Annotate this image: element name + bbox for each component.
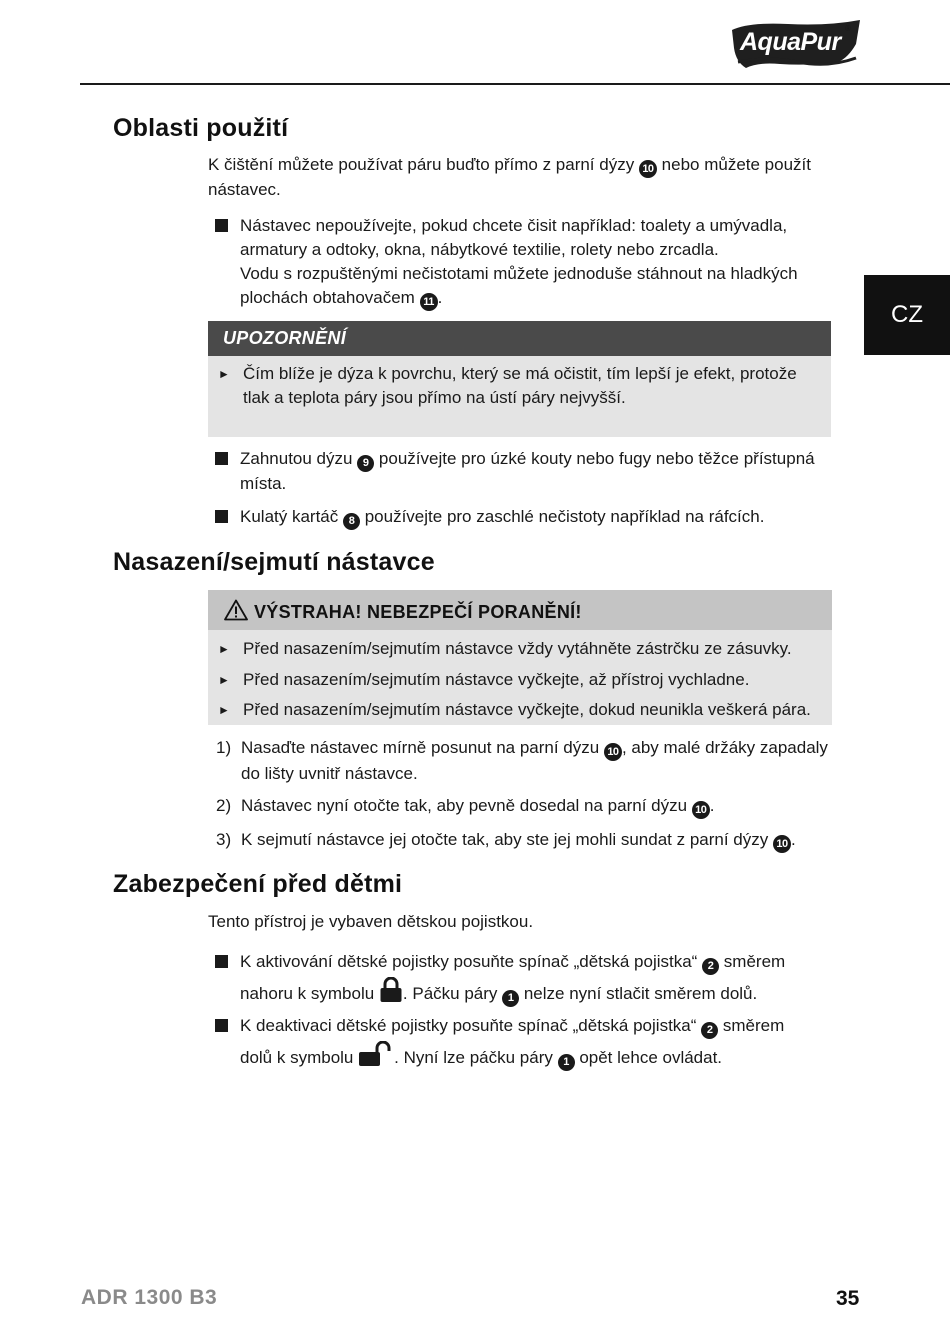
usage-intro-text-b: nebo můžete použít nástavec. — [208, 155, 811, 199]
bullet-text-a: K deaktivaci dětské pojistky posuňte spínač „dětská pojistka“ — [240, 1016, 702, 1035]
black-square-icon — [215, 452, 228, 465]
warning-title: VÝSTRAHA! NEBEZPEČÍ PORANĚNÍ! — [254, 602, 582, 622]
header-rule — [80, 83, 950, 85]
bullet-text-b: používejte pro úzké kouty nebo fugy nebo těžce přístupná místa. — [240, 449, 815, 493]
bullet-text-c: dolů k symbolu — [240, 1048, 359, 1067]
bullet-curved-nozzle — [208, 447, 838, 496]
padlock-closed-icon — [379, 977, 403, 1003]
bullet-line: Vodu s rozpuštěnými nečistotami můžete jednoduše stáhnout na hladkých — [240, 264, 798, 283]
step-2 — [208, 793, 838, 819]
bullet-text — [240, 447, 838, 496]
part-number-badge: 10 — [773, 835, 791, 853]
step-text-a: K sejmutí nástavce jej otočte tak, aby ste jej mohli sundat z parní dýzy — [241, 830, 773, 849]
aquapur-logo — [728, 18, 864, 72]
part-number-badge: 10 — [604, 743, 622, 761]
bullet-text-a: K aktivování dětské pojistky posuňte spínač „dětská pojistka“ — [240, 952, 703, 971]
bullet-text — [240, 1011, 838, 1073]
warning-text: Před nasazením/sejmutím nástavce vždy vytáhněte zástrčku ze zásuvky. — [243, 639, 792, 658]
step-text-b: . — [790, 830, 796, 849]
part-number-badge: 8 — [343, 513, 360, 530]
bullet-text — [240, 505, 838, 530]
notice-text: Čím blíže je dýza k povrchu, který se má očistit, tím lepší je efekt, protože tlak a teplota páry jsou přímo na ústí páry nejvyšší. — [243, 364, 797, 407]
bullet-text — [240, 214, 838, 311]
bullet-line: Nástavec nepoužívejte, pokud chcete čisit například: toalety a umývadla, — [240, 216, 788, 235]
bullet-text-a: Kulatý kartáč — [240, 507, 343, 526]
language-tab: CZ — [864, 275, 950, 355]
warning-item — [218, 637, 818, 661]
bullet-no-attachment — [208, 214, 838, 311]
bullet-text-e: nelze nyní stlačit směrem dolů. — [519, 984, 758, 1003]
bullet-text — [240, 947, 838, 1009]
bullet-text-b: směrem — [719, 952, 786, 971]
black-square-icon — [215, 1019, 228, 1032]
part-number-badge: 1 — [502, 990, 519, 1007]
logo-text: AquaPur — [740, 28, 841, 56]
step-text — [241, 793, 838, 819]
section-title-attach: Nasazení/sejmutí nástavce — [113, 548, 435, 576]
part-number-badge: 2 — [701, 1022, 718, 1039]
logo-registered-mark: ® — [845, 24, 851, 33]
child-lock-intro: Tento přístroj je vybaven dětskou pojistkou. — [208, 912, 534, 931]
bullet-text-e: opět lehce ovládat. — [574, 1048, 723, 1067]
part-number-badge: 10 — [639, 160, 657, 178]
bullet-text-b: směrem — [718, 1016, 785, 1035]
bullet-line: armatury a odtoky, okna, nábytkové textilie, rolety nebo zrcadla. — [240, 240, 719, 259]
triangle-right-icon: ► — [218, 703, 230, 717]
bullet-text-d: . Páčku páry — [402, 984, 503, 1003]
bullet-end: . — [437, 288, 443, 307]
part-number-badge: 11 — [420, 293, 438, 311]
black-square-icon — [215, 510, 228, 523]
triangle-right-icon: ► — [218, 367, 230, 381]
black-square-icon — [215, 219, 228, 232]
section-title-usage: Oblasti použití — [113, 114, 289, 142]
step-text-a: Nasaďte nástavec mírně posunut na parní dýzu — [241, 738, 604, 757]
bullet-text-a: Zahnutou dýzu — [240, 449, 358, 468]
part-number-badge: 9 — [357, 455, 374, 472]
warning-text: Před nasazením/sejmutím nástavce vyčkejte, až přístroj vychladne. — [243, 670, 750, 689]
bullet-text-b: používejte pro zaschlé nečistoty například na ráfcích. — [360, 507, 765, 526]
triangle-right-icon: ► — [218, 642, 230, 656]
notice-title: UPOZORNĚNÍ — [208, 321, 831, 356]
notice-item — [218, 362, 818, 410]
part-number-badge: 2 — [702, 958, 719, 975]
usage-intro — [208, 153, 838, 202]
step-text — [241, 735, 838, 786]
warning-triangle-icon — [224, 599, 248, 621]
step-text-a: Nástavec nyní otočte tak, aby pevně dosedal na parní dýzu — [241, 796, 692, 815]
bullet-line: plochách obtahovačem — [240, 288, 420, 307]
step-number: 1) — [216, 738, 232, 757]
bullet-text-d: . Nyní lze páčku páry — [394, 1048, 558, 1067]
step-3 — [208, 827, 838, 853]
triangle-right-icon: ► — [218, 673, 230, 687]
step-text-b: , aby malé držáky zapadaly do lišty uvnitř nástavce. — [241, 738, 828, 783]
step-1 — [208, 735, 838, 786]
bullet-deactivate-lock — [208, 1011, 838, 1073]
warning-item — [218, 698, 818, 722]
step-text — [241, 827, 838, 853]
step-number: 3) — [216, 830, 232, 849]
notice-box — [208, 321, 831, 437]
step-number: 2) — [216, 796, 232, 815]
warning-header — [208, 590, 832, 630]
step-text-b: . — [709, 796, 715, 815]
part-number-badge: 10 — [692, 801, 710, 819]
warning-text: Před nasazením/sejmutím nástavce vyčkejte, dokud neunikla veškerá pára. — [243, 700, 811, 719]
bullet-activate-lock — [208, 947, 838, 1009]
usage-intro-text-a: K čištění můžete používat páru buďto přímo z parní dýzy — [208, 155, 639, 174]
bullet-text-c: nahoru k symbolu — [240, 984, 379, 1003]
padlock-open-icon — [358, 1041, 394, 1067]
black-square-icon — [215, 955, 228, 968]
warning-item — [218, 668, 818, 692]
part-number-badge: 1 — [558, 1054, 575, 1071]
bullet-round-brush — [208, 505, 838, 530]
warning-box — [208, 590, 832, 725]
footer-model: ADR 1300 B3 — [81, 1286, 218, 1309]
page-number: 35 — [836, 1287, 860, 1310]
section-title-child-lock: Zabezpečení před dětmi — [113, 870, 403, 898]
